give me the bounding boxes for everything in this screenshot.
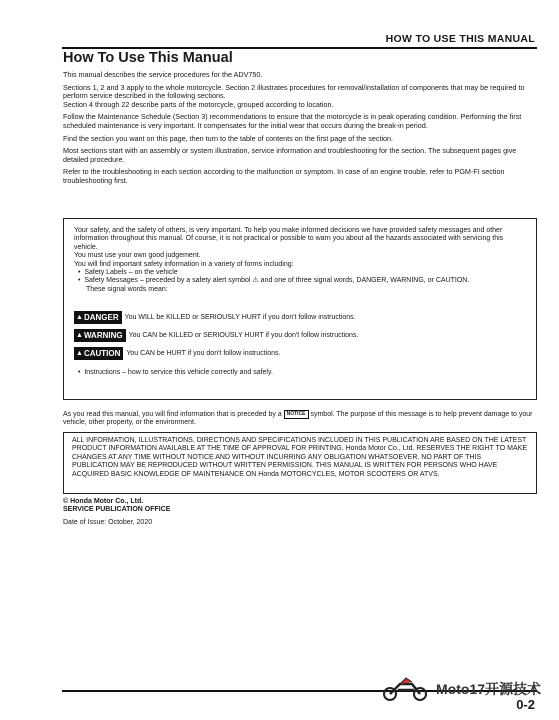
notice-paragraph <box>63 410 537 428</box>
signal-caution <box>74 347 281 360</box>
bullet-safety-labels-text: Safety Labels – on the vehicle <box>84 269 178 277</box>
page-number: 0-2 <box>516 697 535 712</box>
safety-info-box <box>63 218 537 400</box>
paragraph-3: Section 4 through 22 describe parts of the motorcycle, grouped according to location. <box>63 99 334 109</box>
bullet-safety-labels: • Safety Labels – on the vehicle <box>78 269 178 277</box>
date-of-issue: Date of Issue: October, 2020 <box>63 518 153 526</box>
paragraph-2: Sections 1, 2 and 3 apply to the whole motorcycle. Section 2 illustrates procedures for removal/installation of components that may be required to perform service described in the following sections. <box>63 82 525 101</box>
warning-triangle-icon: ▲ <box>76 350 83 357</box>
caution-text: You CAN be HURT if you don't follow instructions. <box>126 350 281 357</box>
watermark-text: Moto17开源技术 <box>436 681 541 697</box>
caution-tag-label: CAUTION <box>83 349 121 358</box>
notice-text-b: symbol. The purpose of this message is to help prevent damage to your vehicle, other property, or the environment. <box>63 411 533 427</box>
warning-tag-label: WARNING <box>83 331 123 340</box>
warning-triangle-icon: ▲ <box>76 314 83 321</box>
bullet-safety-messages: • Safety Messages – preceded by a safety alert symbol ⚠ and one of three signal words, DANGER, WARNING, or CAUTION. <box>78 277 470 285</box>
legal-disclaimer-box <box>63 432 537 494</box>
safety-judgement: You must use your own good judgement. <box>74 252 201 260</box>
warning-triangle-icon: ⚠ <box>252 277 259 285</box>
signal-warning <box>74 329 358 342</box>
danger-text: You WILL be KILLED or SERIOUSLY HURT if you don't follow instructions. <box>124 314 356 321</box>
notice-tag: NOTICE <box>284 410 309 419</box>
paragraph-5: Find the section you want on this page, then turn to the table of contents on the first page of the section. <box>63 133 394 143</box>
paragraph-6: Most sections start with an assembly or system illustration, service information and troubleshooting for the section. The subsequent pages give detailed procedure. <box>63 146 517 164</box>
bullet-instructions: • Instructions – how to service this vehicle correctly and safely. <box>78 369 273 376</box>
safety-intro: Your safety, and the safety of others, is very important. To help you make informed decisions we have provided safety messages and other information throughout this manual. Of course, it is not practical or possible to warn you about all the hazards associated with servicing this vehicle. <box>74 227 504 251</box>
paragraph-7: Refer to the troubleshooting in each section according to the malfunction or symptom. In case of an engine trouble, refer to PGM-FI section troubleshooting first. <box>63 167 505 185</box>
signal-words-mean: These signal words mean: <box>86 285 168 293</box>
page-title: How To Use This Manual <box>63 50 233 66</box>
intro-text <box>63 71 537 186</box>
paragraph-4: Follow the Maintenance Schedule (Section 3) recommendations to ensure that the motorcycle is in peak operating condition. Performing the first scheduled maintenance is very important. It compensates for the initial wear that occurs during the break-in period. <box>63 112 522 130</box>
bullet-instructions-text: Instructions – how to service this vehicle correctly and safely. <box>84 369 273 376</box>
warning-text: You CAN be KILLED or SERIOUSLY HURT if you don't follow instructions. <box>128 332 359 339</box>
warning-triangle-icon: ▲ <box>76 332 83 339</box>
paragraph-1: This manual describes the service procedures for the ADV750. <box>63 70 263 79</box>
warning-tag <box>74 329 126 342</box>
safety-forms-intro: You will find important safety information in a variety of forms including: <box>74 260 294 268</box>
publication-office: SERVICE PUBLICATION OFFICE <box>63 506 171 514</box>
publisher-block <box>63 498 537 527</box>
legal-text: ALL INFORMATION, ILLUSTRATIONS, DIRECTIONS AND SPECIFICATIONS INCLUDED IN THIS PUBLICATION ARE BASED ON THE LATEST PRODUCT INFORMATION AVAILABLE AT THE TIME OF APPROVAL FOR PRINTING. Honda Motor Co., Ltd. RESERVES THE RIGHT TO MAKE CHANGES AT ANY TIME WITHOUT NOTICE AND WITHOUT INCURRING ANY OBLIGATION WHATSOEVER. NO PART OF THIS PUBLICATION MAY BE REPRODUCED WITHOUT WRITTEN PERMISSION. THIS MANUAL IS WRITTEN FOR PERSONS WHO HAVE ACQUIRED BASIC KNOWLEDGE OF MAINTENANCE ON Honda MOTORCYCLES, MOTOR SCOOTERS OR ATVS. <box>72 437 527 478</box>
notice-text-a: As you read this manual, you will find information that is preceded by a <box>63 411 282 418</box>
copyright: © Honda Motor Co., Ltd. <box>63 498 144 505</box>
bullet-safety-messages-text-2: and one of three signal words, DANGER, WARNING, or CAUTION. <box>260 277 470 285</box>
header-rule <box>62 47 537 49</box>
bullet-safety-messages-text: Safety Messages – preceded by a safety alert symbol <box>84 277 251 285</box>
motorcycle-icon <box>380 676 430 702</box>
header-section-title: HOW TO USE THIS MANUAL <box>385 33 535 45</box>
danger-tag-label: DANGER <box>83 313 119 322</box>
signal-danger <box>74 311 356 324</box>
watermark <box>380 676 541 702</box>
caution-tag <box>74 347 123 360</box>
danger-tag <box>74 311 122 324</box>
